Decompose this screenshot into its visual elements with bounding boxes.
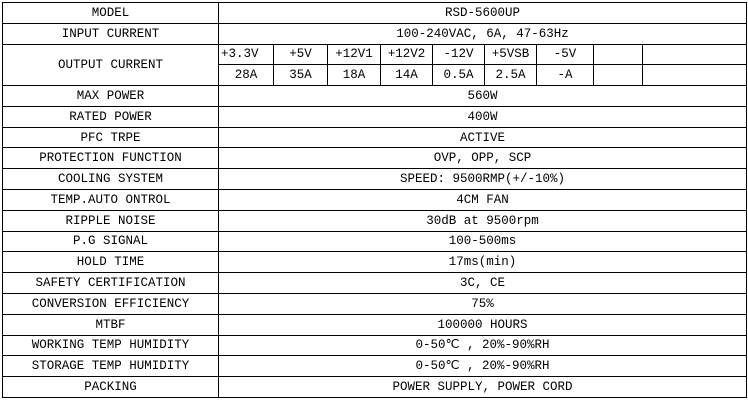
hold-time-value: 17ms(min) [219,252,747,273]
temp-control-value: 4CM FAN [219,190,747,211]
packing-value: POWER SUPPLY, POWER CORD [219,377,747,398]
pfc-type-value: ACTIVE [219,127,747,148]
cooling-label: COOLING SYSTEM [3,169,219,190]
row-packing [3,377,747,398]
pfc-type-label: PFC TRPE [3,127,219,148]
storage-temp-label: STORAGE TEMP HUMIDITY [3,356,219,377]
working-temp-label: WORKING TEMP HUMIDITY [3,335,219,356]
rail-current-empty [594,65,643,86]
row-mtbf [3,314,747,335]
row-pg-signal [3,231,747,252]
efficiency-value: 75% [219,293,747,314]
rail-label: +5V [274,44,328,65]
rail-label: +5VSB [485,44,537,65]
temp-control-label: TEMP.AUTO ONTROL [3,190,219,211]
rail-label: +12V1 [328,44,381,65]
working-temp-value: 0-50℃ , 20%-90%RH [219,335,747,356]
storage-temp-value: 0-50℃ , 20%-90%RH [219,356,747,377]
ripple-label: RIPPLE NOISE [3,210,219,231]
safety-label: SAFETY CERTIFICATION [3,273,219,294]
row-working-temp [3,335,747,356]
rail-current: 2.5A [485,65,537,86]
input-current-label: INPUT CURRENT [3,23,219,44]
rail-label: -5V [537,44,594,65]
row-efficiency [3,293,747,314]
row-cooling [3,169,747,190]
row-hold-time [3,252,747,273]
model-label: MODEL [3,3,219,24]
row-temp-control [3,190,747,211]
rail-label: +3.3V [219,44,274,65]
rail-current: 14A [381,65,433,86]
row-max-power [3,86,747,107]
max-power-label: MAX POWER [3,86,219,107]
rated-power-value: 400W [219,106,747,127]
rail-current: 35A [274,65,328,86]
rail-current: 28A [219,65,274,86]
spec-table [2,2,747,398]
rail-current-empty [643,65,747,86]
row-storage-temp [3,356,747,377]
protection-label: PROTECTION FUNCTION [3,148,219,169]
mtbf-value: 100000 HOURS [219,314,747,335]
max-power-value: 560W [219,86,747,107]
rail-label-empty [643,44,747,65]
rail-label: -12V [433,44,485,65]
rated-power-label: RATED POWER [3,106,219,127]
model-value: RSD-5600UP [219,3,747,24]
row-protection [3,148,747,169]
safety-value: 3C, CE [219,273,747,294]
pg-signal-value: 100-500ms [219,231,747,252]
protection-value: OVP, OPP, SCP [219,148,747,169]
hold-time-label: HOLD TIME [3,252,219,273]
pg-signal-label: P.G SIGNAL [3,231,219,252]
cooling-value: SPEED: 9500RMP(+/-10%) [219,169,747,190]
row-pfc-type [3,127,747,148]
row-model [3,3,747,24]
row-input-current [3,23,747,44]
rail-current: 18A [328,65,381,86]
efficiency-label: CONVERSION EFFICIENCY [3,293,219,314]
input-current-value: 100-240VAC, 6A, 47-63Hz [219,23,747,44]
rail-current: 0.5A [433,65,485,86]
mtbf-label: MTBF [3,314,219,335]
rail-label: +12V2 [381,44,433,65]
row-output-rails [3,44,747,65]
rail-label-empty [594,44,643,65]
packing-label: PACKING [3,377,219,398]
row-rated-power [3,106,747,127]
row-ripple [3,210,747,231]
ripple-value: 30dB at 9500rpm [219,210,747,231]
output-current-label: OUTPUT CURRENT [3,44,219,86]
row-safety [3,273,747,294]
rail-current: -A [537,65,594,86]
